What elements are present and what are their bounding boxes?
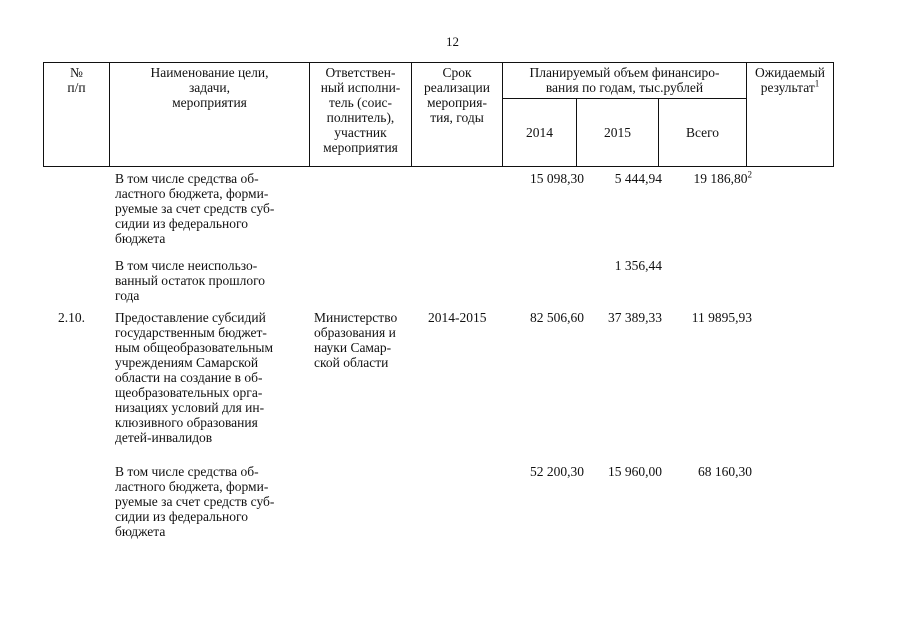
header-col-2015: 2015 [577, 99, 659, 167]
page-number: 12 [446, 34, 459, 49]
header-col-2014: 2014 [503, 99, 577, 167]
row-3-2015: 37 389,33 [608, 310, 662, 325]
row-3-2014: 82 506,60 [530, 310, 584, 325]
header-col-responsible: Ответствен- ный исполни- тель (соис- полнитель), участник мероприятия [310, 63, 412, 167]
row-1-total: 19 186,80$^2$ [693, 169, 752, 186]
row-4-2015: 15 960,00 [608, 464, 662, 479]
row-3-name: Предоставление субсидий государственным бюджет- ным общеобразовательным учреждениям Самарской области на создание в об- щеобразовательных орга- низациях условий для ин- клюзивного образования детей-инвалидов [115, 310, 274, 445]
header-col-number: № п/п [44, 63, 110, 167]
row-4-name: В том числе средства об- ластного бюджета, форми- руемые за счет средств суб- сидии из федерального бюджета [115, 464, 275, 539]
header-col-result: Ожидаемый результат$^1$ [747, 63, 834, 167]
row-2-2015: 1 356,44 [614, 258, 662, 273]
header-col-name: Наименование цели, задачи, мероприятия [110, 63, 310, 167]
row-1-2015: 5 444,94 [614, 171, 662, 186]
footnote-mark-1: 1 [814, 78, 820, 89]
row-4-total: 68 160,30 [698, 464, 752, 479]
table-header [43, 62, 834, 167]
row-3-responsible: Министерство образования и науки Самар- ской области [314, 310, 398, 370]
row-4-2014: 52 200,30 [530, 464, 584, 479]
row-3-total: 11 9895,93 [691, 310, 752, 325]
row-3-number: 2.10. [58, 310, 85, 325]
footnote-mark-2: 2 [747, 169, 752, 180]
row-1-2014: 15 098,30 [530, 171, 584, 186]
header-col-financing: Планируемый объем финансиро- вания по годам, тыс.рублей [503, 63, 747, 99]
header-col-total: Всего [659, 99, 747, 167]
row-1-name: В том числе средства об- ластного бюджета, форми- руемые за счет средств суб- сидии из федерального бюджета [115, 171, 275, 246]
row-2-name: В том числе неиспользо- ванный остаток прошлого года [115, 258, 266, 303]
row-3-term: 2014-2015 [428, 310, 487, 325]
header-col-term: Срок реализации мероприя- тия, годы [412, 63, 503, 167]
